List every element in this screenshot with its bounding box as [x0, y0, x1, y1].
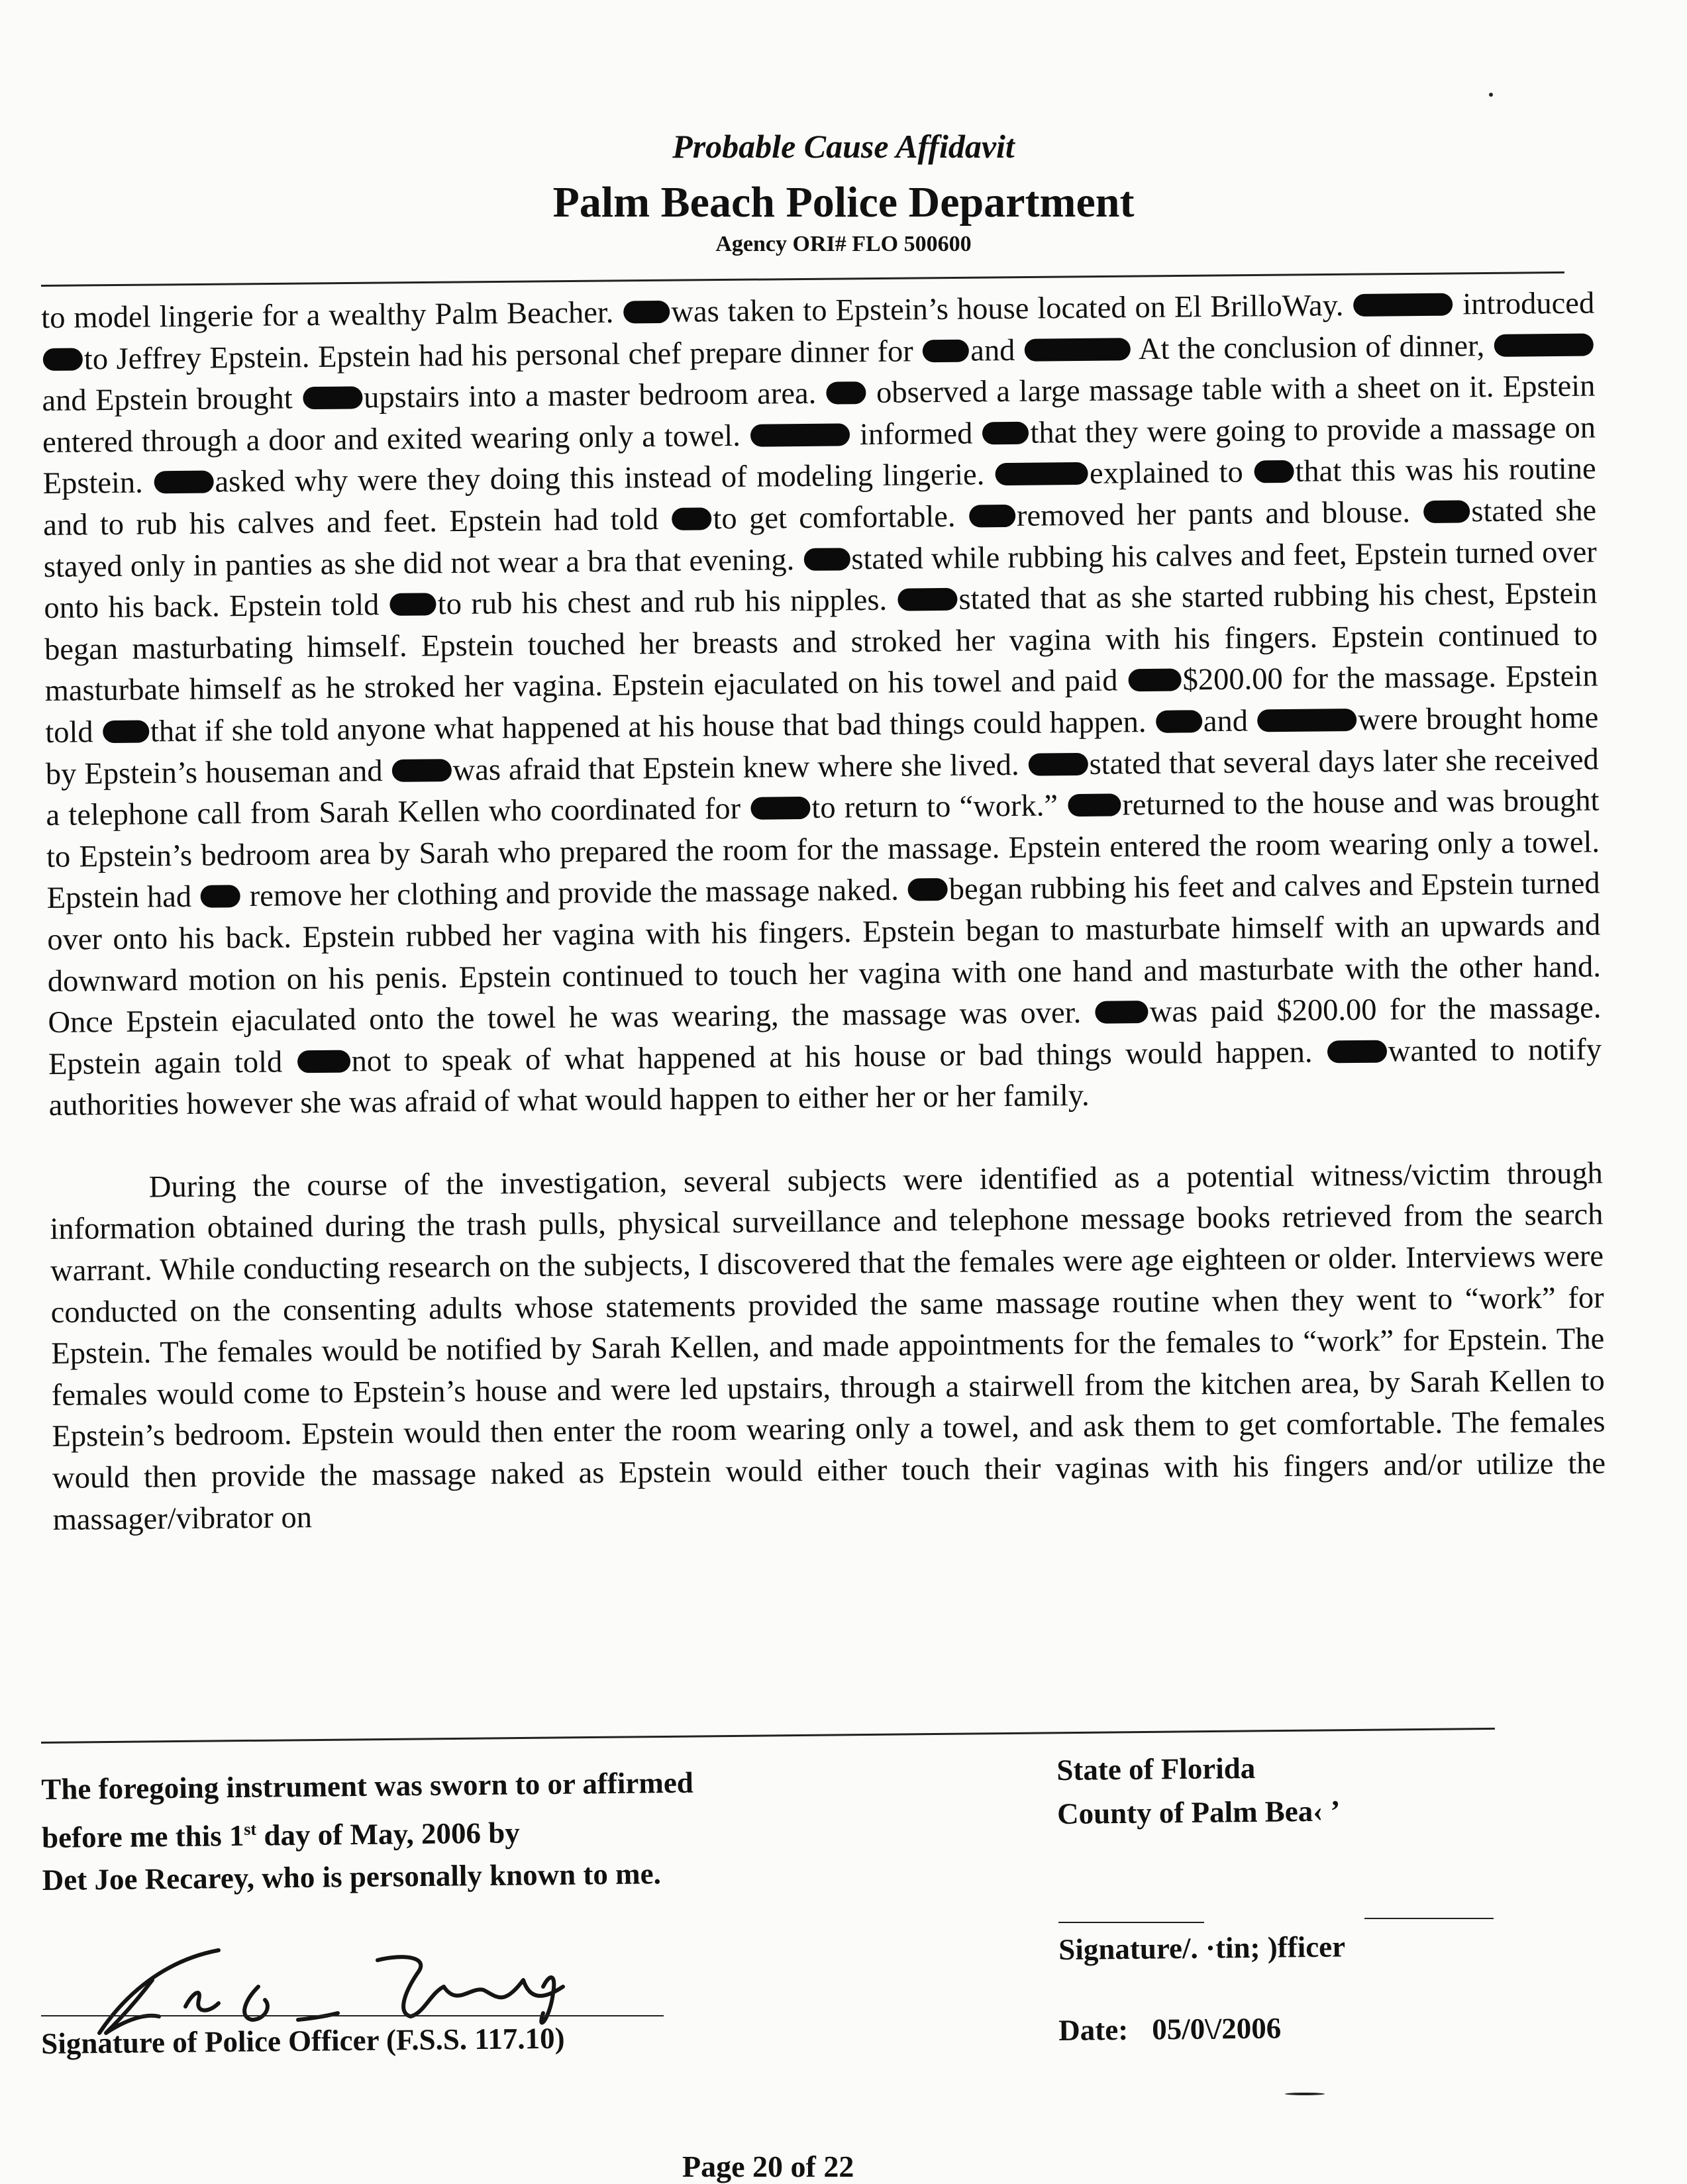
narrative-text: to rub his chest and rub his nipples. [437, 583, 897, 622]
redaction-mark [390, 593, 436, 616]
redaction-mark [1128, 669, 1181, 692]
oath-line-2: before me this 1st day of May, 2006 by [41, 1816, 520, 1854]
header-divider [41, 272, 1564, 287]
redaction-mark [672, 507, 711, 530]
department-title: Palm Beach Police Department [552, 178, 1135, 226]
redaction-mark [969, 505, 1015, 528]
redaction-mark [1156, 710, 1202, 733]
narrative-text: to return to “work.” [811, 789, 1067, 825]
agency-ori: Agency ORI# FLO 500600 [715, 232, 972, 256]
redaction-mark [1254, 460, 1294, 483]
narrative-text: $200.00 for the massage. Epstein told [45, 659, 1598, 750]
narrative-text: was afraid that Epstein knew where she lived. [452, 748, 1027, 787]
redaction-mark [201, 885, 240, 908]
redaction-mark [923, 339, 969, 362]
narrative-text: remove her clothing and provide the massage naked. [241, 873, 907, 914]
redaction-mark [996, 462, 1088, 485]
narrative-text: were brought home by Epstein’s houseman and [45, 701, 1599, 791]
narrative-text: stated that several days later she received a telephone call from Sarah Kellen who coordinated for [46, 742, 1600, 833]
redaction-mark [1494, 333, 1594, 356]
scan-speck [1285, 2093, 1325, 2095]
redaction-mark [1327, 1040, 1387, 1063]
redaction-mark [1257, 709, 1356, 732]
footer-divider [41, 1728, 1495, 1744]
redaction-mark [750, 423, 850, 446]
redaction-mark [897, 588, 957, 611]
redaction-mark [297, 1050, 350, 1073]
redaction-mark [623, 301, 670, 324]
narrative-text: and [1203, 704, 1256, 739]
redaction-mark [43, 348, 83, 371]
narrative-text: that if she told anyone what happened at his house that bad things could happen. [150, 705, 1155, 749]
oath-block [41, 1760, 837, 1901]
venue-state: State of Florida [1056, 1751, 1256, 1787]
narrative-text: and Epstein brought [42, 381, 302, 419]
narrative-text: returned to the house and was brought to Epstein’s bedroom area by Sarah who prepared the room for the massage. Epstein entered the room wearing only a towel. Epstein had [46, 783, 1600, 916]
redaction-mark [1096, 1001, 1149, 1024]
narrative-text: upstairs into a master bedroom area. [363, 376, 825, 415]
narrative-text: was paid $200.00 for the massage. Epstein again told [48, 991, 1602, 1081]
redaction-mark [827, 381, 866, 405]
redaction-mark [1068, 794, 1121, 817]
date-line [1058, 2010, 1281, 2048]
redaction-mark [303, 387, 362, 410]
investigation-paragraph: During the course of the investigation, several subjects were identified as a potential witness/victim through information obtained during the trash pulls, physical surveillance and telephone message books retrieved from the search warrant. While conducting research on the subjects, I discovered that the females were age eighteen or older. Interviews were conducted on the consenting adults whose statements provided the same massage routine when they went to “work” for Epstein. The females would be notified by Sarah Kellen, and made appointments for the females to “work” for Epstein. The females would come to Epstein’s house and were led upstairs, through a stairwell from the kitchen area, by Sarah Kellen to Epstein’s bedroom. Epstein would then enter the room wearing only a towel, and ask them to get comfortable. The females would then provide the massage naked as Epstein would either touch their vaginas with his fingers and/or utilize the massager/vibrator on [50, 1156, 1606, 1537]
narrative-text: asked why were they doing this instead of modeling lingerie. [215, 458, 995, 499]
redaction-mark [154, 471, 213, 494]
narrative-paragraph [41, 283, 1602, 1126]
oath-line-3: Det Joe Recarey, who is personally known to me. [42, 1857, 662, 1897]
narrative-text: not to speak of what happened at his house or bad things would happen. [351, 1035, 1327, 1079]
venue-block [1056, 1744, 1521, 1836]
narrative-text: to model lingerie for a wealthy Palm Beacher. [41, 295, 623, 335]
narrative-text: stated that as she started rubbing his chest, Epstein began masturbating himself. Epstein touched her breasts and stroked her vagina with his fingers. Epstein continued to masturbate himself as he stroked her vagina. Epstein ejaculated on his towel and paid [44, 576, 1598, 709]
notary-signature-line-2 [1364, 1918, 1494, 1919]
page-number: Page 20 of 22 [682, 2150, 854, 2183]
narrative-text: stated she stayed only in panties as she did not wear a bra that evening. [43, 493, 1597, 584]
narrative-text: and [970, 333, 1024, 368]
date-label: Date: [1058, 2012, 1129, 2047]
oath-line-1: The foregoing instrument was sworn to or affirmed [41, 1765, 694, 1806]
narrative-text: explained to [1089, 455, 1253, 491]
narrative-text: introduced [1454, 286, 1595, 322]
notary-signature-line [1058, 1922, 1204, 1923]
venue-county: County of Palm Bea‹ ’ [1056, 1794, 1341, 1830]
redaction-mark [1025, 338, 1131, 362]
narrative-text: At the conclusion of dinner, [1131, 328, 1494, 366]
narrative-text: removed her pants and blouse. [1016, 495, 1423, 533]
narrative-text: to get comfortable. [713, 499, 968, 536]
narrative-text: informed [850, 417, 982, 452]
notary-signature-label: Signature/. ·tin; )fficer [1058, 1930, 1346, 1966]
redaction-mark [750, 797, 810, 820]
redaction-mark [803, 548, 850, 571]
redaction-mark [1423, 500, 1470, 523]
redaction-mark [1353, 293, 1453, 317]
narrative-text: wanted to notify authorities however she was afraid of what would happen to either her or her family. [48, 1032, 1602, 1123]
narrative-text: was taken to Epstein’s house located on El BrilloWay. [671, 289, 1353, 329]
redaction-mark [908, 878, 948, 901]
redaction-mark [391, 759, 451, 782]
narrative-text: observed a large massage table with a sheet on it. Epstein entered through a door and exited wearing only a towel. [42, 369, 1596, 460]
narrative-text: began rubbing his feet and calves and Epstein turned over onto his back. Epstein rubbed her vagina with his fingers. Epstein began to masturbate himself with an upwards and downward motion on his penis. Epstein continued to touch her vagina with one hand and masturbate with the other hand. Once Epstein ejaculated onto the towel he was wearing, the massage was over. [47, 866, 1602, 1040]
redaction-mark [103, 720, 149, 743]
affidavit-subtitle: Probable Cause Affidavit [672, 128, 1015, 165]
redaction-mark [982, 421, 1029, 444]
officer-signature-line [41, 2015, 664, 2016]
narrative-text: that this was his routine and to rub his calves and feet. Epstein had told [43, 452, 1596, 542]
date-value: 05/0\/2006 [1151, 2011, 1282, 2046]
narrative-text: to Jeffrey Epstein. Epstein had his personal chef prepare dinner for [83, 334, 922, 376]
narrative-text: that they were going to provide a massage on Epstein. [42, 411, 1596, 501]
redaction-mark [1028, 752, 1088, 775]
narrative-text: stated while rubbing his calves and feet, Epstein turned over onto his back. Epstein told [44, 535, 1598, 626]
officer-signature-label: Signature of Police Officer (F.S.S. 117.10) [41, 2021, 565, 2060]
affidavit-body [41, 283, 1606, 1541]
scan-speck [1489, 93, 1493, 97]
